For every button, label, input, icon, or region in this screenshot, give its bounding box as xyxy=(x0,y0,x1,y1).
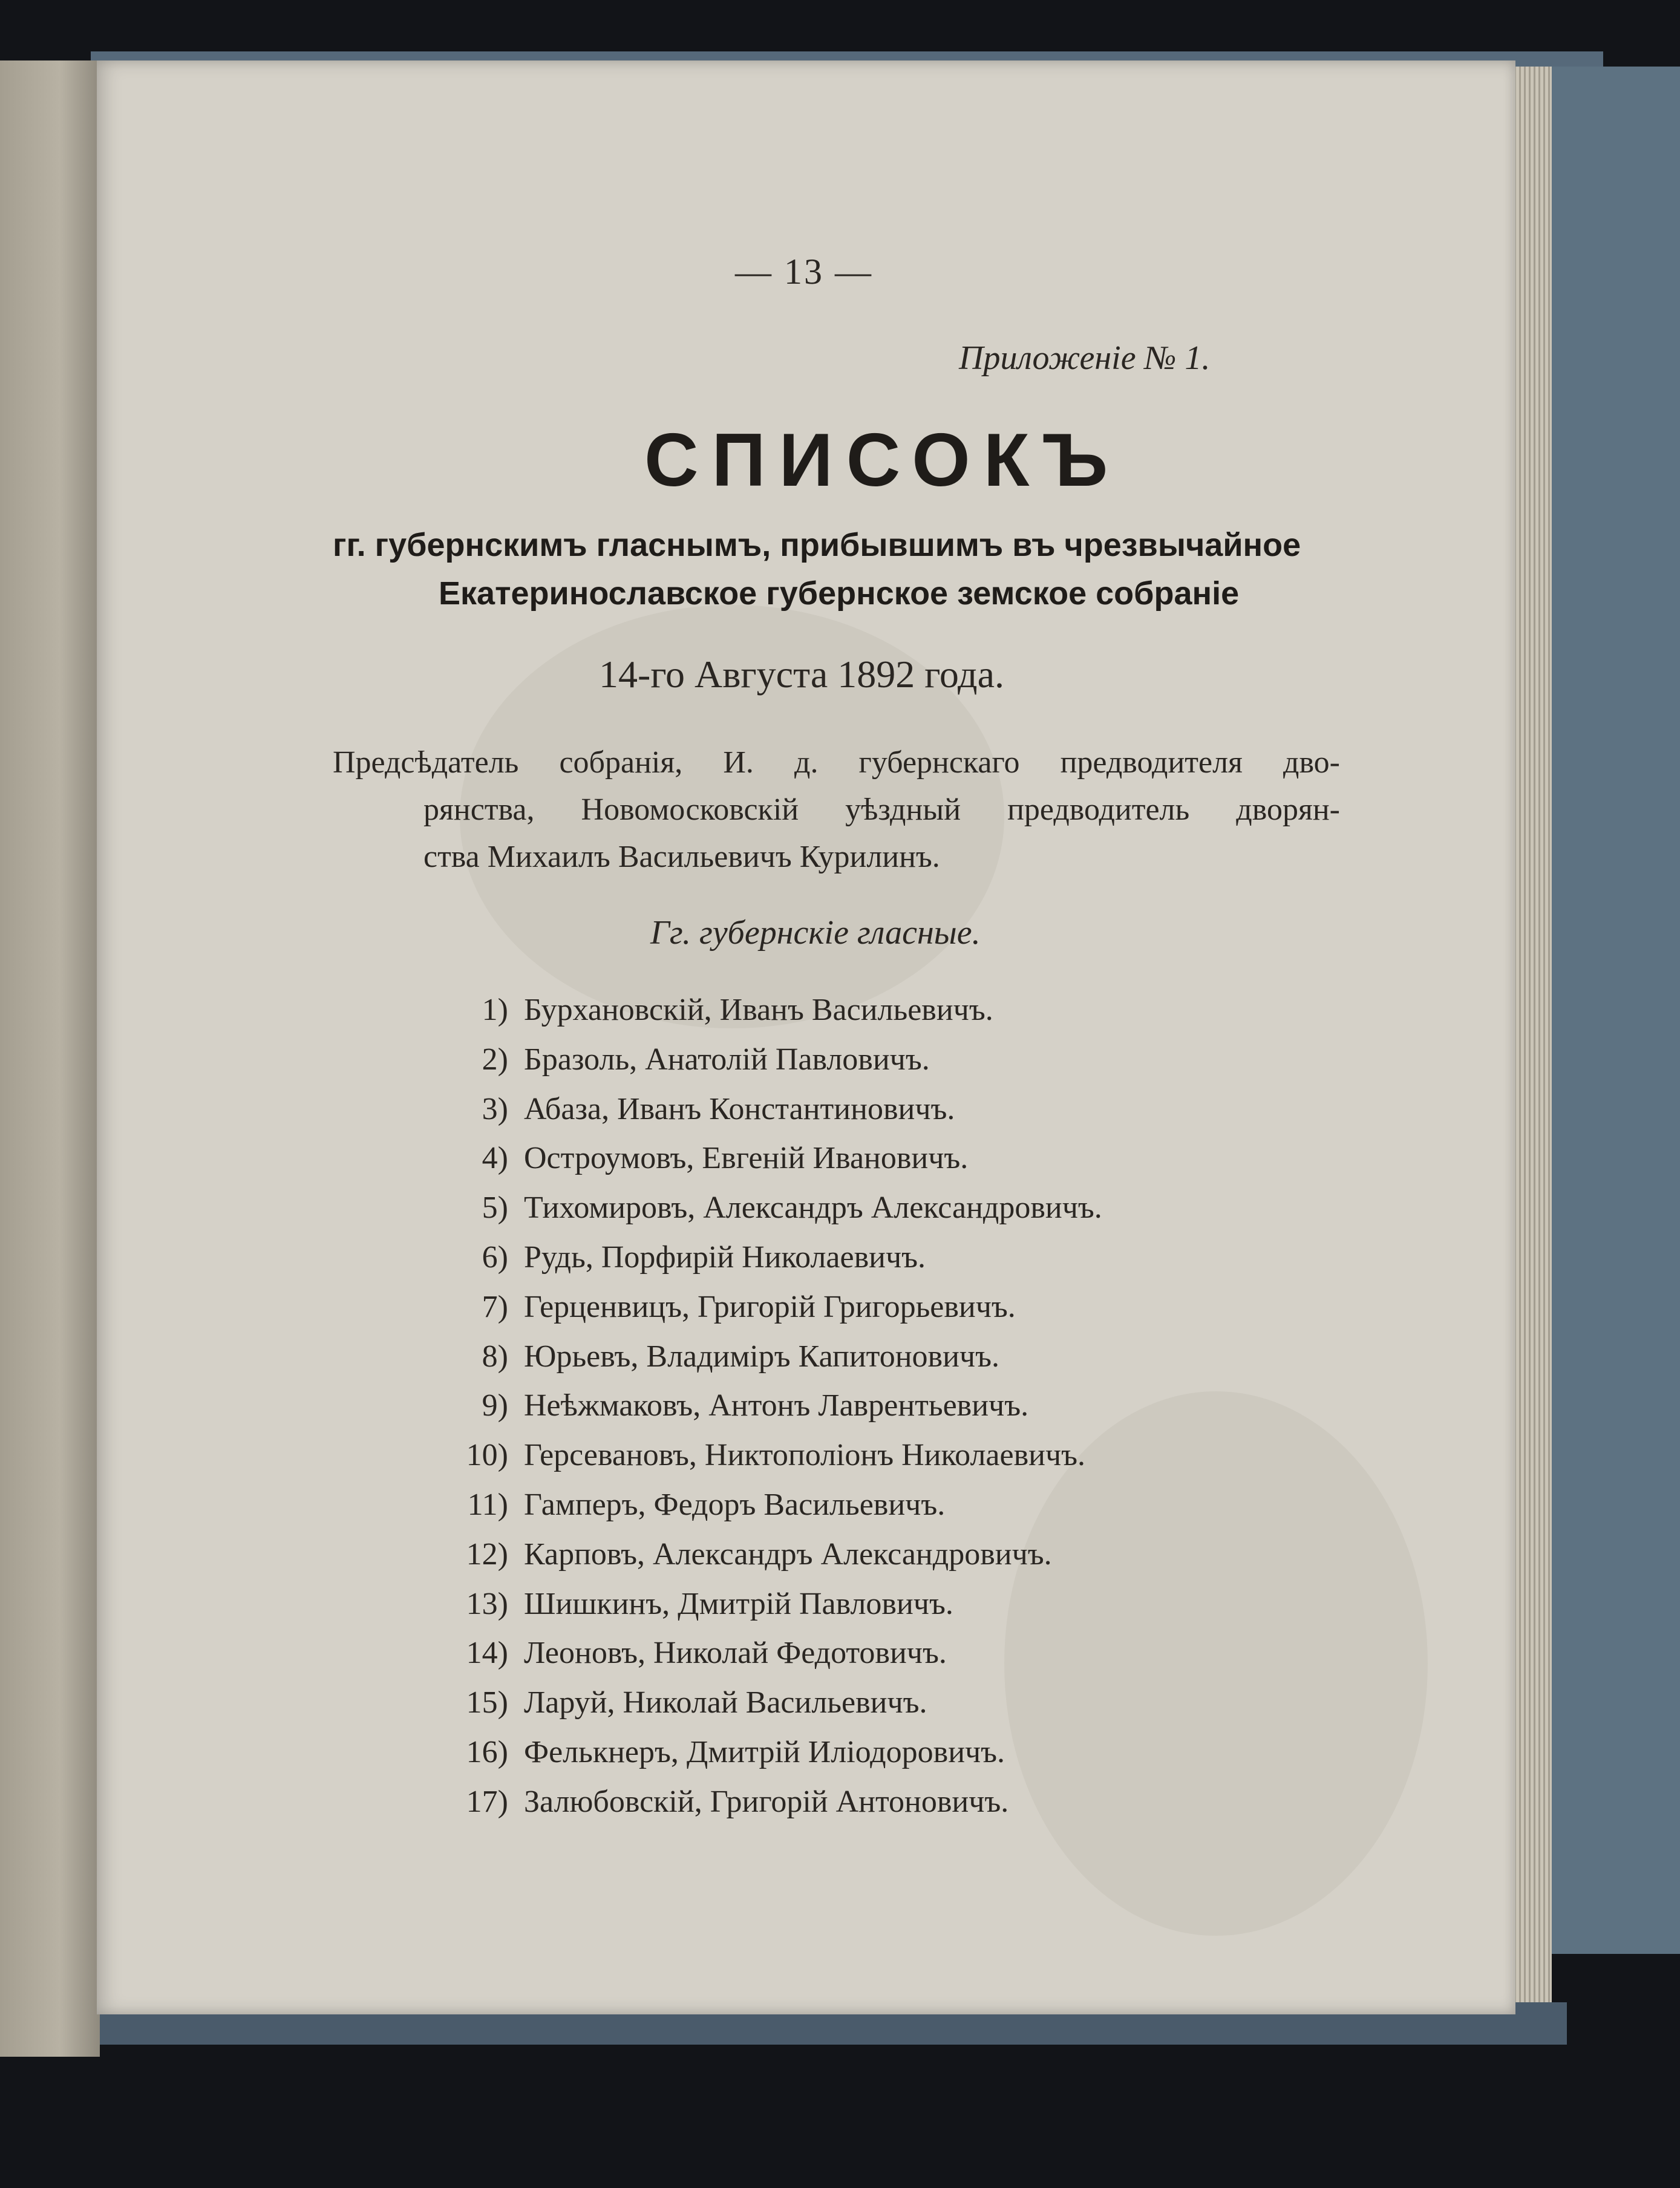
list-item xyxy=(423,1536,1102,1586)
member-name: Рудь, Порфирiй Николаевичъ. xyxy=(524,1239,926,1275)
document-title: СПИСОКЪ xyxy=(644,419,1122,502)
list-item xyxy=(423,1339,1102,1388)
heading-line-2: Екатеринославское губернское земское собранiе xyxy=(439,575,1240,612)
appendix-label: Приложенiе № 1. xyxy=(959,339,1211,377)
member-number: 10) xyxy=(466,1438,508,1473)
member-name: Остроумовъ, Евгенiй Ивановичъ. xyxy=(524,1141,969,1176)
section-title: Гг. губернскiе гласные. xyxy=(650,914,981,952)
member-name: Фелькнеръ, Дмитрiй Илiодоровичъ. xyxy=(524,1734,1005,1769)
member-number: 14) xyxy=(466,1636,508,1671)
member-name: Бразоль, Анатолiй Павловичъ. xyxy=(524,1042,930,1077)
heading-line-1: гг. губернскимъ гласнымъ, прибывшимъ въ чрезвычайное xyxy=(333,527,1301,563)
member-number: 12) xyxy=(466,1536,508,1572)
member-name: Карповъ, Александръ Александровичъ. xyxy=(524,1536,1052,1572)
member-number: 9) xyxy=(482,1388,508,1423)
member-name: Залюбовскiй, Григорiй Антоновичъ. xyxy=(524,1784,1009,1819)
member-number: 5) xyxy=(482,1190,508,1226)
list-item xyxy=(423,1734,1102,1784)
member-name: Абаза, Иванъ Константиновичъ. xyxy=(524,1091,955,1126)
list-item xyxy=(423,1388,1102,1437)
member-number: 11) xyxy=(467,1487,508,1522)
member-name: Неѣжмаковъ, Антонъ Лаврентьевичъ. xyxy=(524,1388,1029,1423)
heading-date: 14-го Августа 1892 года. xyxy=(599,653,1004,696)
list-item xyxy=(423,1289,1102,1339)
members-list xyxy=(423,992,1102,1834)
member-name: Герсевановъ, Никтополiонъ Николаевичъ. xyxy=(524,1438,1086,1473)
list-item xyxy=(423,1586,1102,1636)
chairman-paragraph xyxy=(333,739,1340,881)
member-number: 6) xyxy=(482,1239,508,1275)
list-item xyxy=(423,1784,1102,1834)
member-name: Леоновъ, Николай Федотовичъ. xyxy=(524,1636,947,1671)
left-page-edge xyxy=(0,60,100,2057)
page-number: — 13 — xyxy=(735,252,873,292)
member-number: 17) xyxy=(466,1784,508,1819)
member-name: Бурхановскiй, Иванъ Васильевичъ. xyxy=(524,993,993,1027)
member-name: Шишкинъ, Дмитрiй Павловичъ. xyxy=(524,1586,953,1621)
member-number: 2) xyxy=(482,1042,508,1077)
chairman-line-2: рянства, Новомосковскiй уѣздный предводитель дворян- xyxy=(423,792,1340,827)
member-number: 15) xyxy=(466,1685,508,1720)
member-name: Герценвицъ, Григорiй Григорьевичъ. xyxy=(524,1289,1016,1324)
cloth-background-right xyxy=(1549,67,1680,1954)
member-number: 16) xyxy=(466,1734,508,1769)
member-name: Ларуй, Николай Васильевичъ. xyxy=(524,1685,927,1720)
list-item xyxy=(423,1635,1102,1685)
list-item xyxy=(423,1487,1102,1536)
list-item xyxy=(423,1685,1102,1734)
member-name: Гамперъ, Федоръ Васильевичъ. xyxy=(524,1487,946,1522)
member-number: 4) xyxy=(482,1141,508,1176)
list-item xyxy=(423,992,1102,1042)
list-item xyxy=(423,1437,1102,1487)
member-name: Юрьевъ, Владимiръ Капитоновичъ. xyxy=(524,1339,999,1374)
list-item xyxy=(423,1190,1102,1239)
member-number: 7) xyxy=(482,1289,508,1324)
list-item xyxy=(423,1091,1102,1141)
member-number: 3) xyxy=(482,1091,508,1126)
list-item xyxy=(423,1042,1102,1091)
member-number: 13) xyxy=(466,1586,508,1621)
member-number: 8) xyxy=(482,1339,508,1374)
chairman-line-1: Предсѣдатель собранiя, И. д. губернскаго предводителя дво- xyxy=(333,745,1340,780)
chairman-line-3: ства Михаилъ Васильевичъ Курилинъ. xyxy=(423,840,940,874)
member-name: Тихомировъ, Александръ Александровичъ. xyxy=(524,1190,1102,1226)
list-item xyxy=(423,1140,1102,1190)
member-number: 1) xyxy=(482,993,508,1027)
list-item xyxy=(423,1239,1102,1289)
